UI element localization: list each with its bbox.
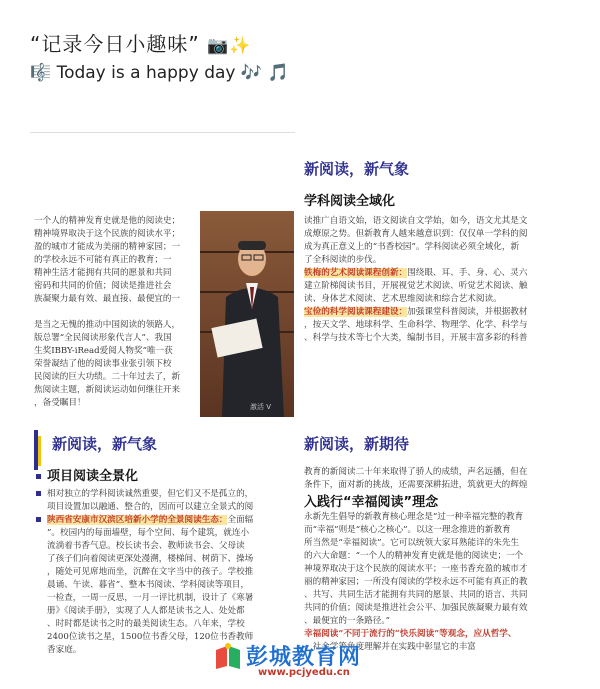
text-line: 盈的城市才能成为美丽的精神家园；一 xyxy=(34,242,181,252)
bullet-icon xyxy=(36,517,41,522)
text-line: 、科学与技术等七个大类，编制书目，开展丰富多彩的科普 xyxy=(304,333,528,343)
text-line: 所当然是“幸福阅读”。它可以统领大家耳熟能详的朱先生 xyxy=(304,538,520,548)
page3-text xyxy=(36,488,294,657)
section-subheading: 入践行“幸福阅读”理念 xyxy=(304,495,439,510)
watermark-brand: 彭城教育网 xyxy=(246,645,362,670)
text-line: 生奖IBBY-iRead爱阅人物奖”唯一获 xyxy=(34,346,173,356)
text-line: 、时时都是读书之时的最美阅读生态。八年来，学校 xyxy=(47,619,245,629)
text-line: 晨诵、午读、暮省”、整本书阅读、学科阅读等项目， xyxy=(47,580,250,590)
text-line: 香家庭。 xyxy=(47,645,82,655)
text-line: 神境界取决于这个民族的阅读水平；一座书香充盈的城市才 xyxy=(304,564,528,574)
text-line: 2400位读书之星，1500位书香父母，120位书香教师 xyxy=(47,632,254,642)
watermark-url: www.pcjyedu.cn xyxy=(258,667,350,678)
text-line: ，按天文学、地球科学、生命科学、物理学、化学、科学与 xyxy=(304,320,528,330)
text-line: 民阅读的巨大功绩。二十年过去了，新 xyxy=(34,372,181,382)
text-line: ，备受瞩目！ xyxy=(34,398,86,408)
text-line: 丽的精神家园；一所没有阅读的学校永远不可能有真正的教 xyxy=(304,577,528,587)
accent-bar xyxy=(38,436,41,466)
section-heading: 新阅读，新期待 xyxy=(304,435,410,453)
text-line: 焦阅读主题，新阅读运动如何继往开来 xyxy=(34,385,181,395)
text-line: 相对独立的学科阅读诚然重要，但它们又不是孤立的， xyxy=(36,488,294,501)
bullet-icon xyxy=(36,474,41,479)
text-line: 读推广自语文始，语文阅读自文学始，如今，语文尤其是文 xyxy=(304,216,528,226)
text-line: 条件下，面对新的挑战，还需要深耕拓进，筑就更大的辉煌 xyxy=(304,480,528,490)
text-line: 、共写、共同生活才能拥有共同的愿景、共同的语言、共同 xyxy=(304,590,528,600)
section-subheading: 项目阅读全景化 xyxy=(36,470,138,483)
text-line: 册》《阅读手册》，实现了人人都是读书之人、处处都 xyxy=(47,606,245,616)
text-line: 幸福阅读”不同于流行的“快乐阅读”等观念，应从哲学、 xyxy=(304,629,517,639)
page2-text xyxy=(304,215,600,345)
highlight-text: 陕西省安康市汉滨区培新小学的全景阅读生态： xyxy=(47,515,228,525)
photo-caption: 激活 V xyxy=(250,403,272,411)
article-page-3[interactable] xyxy=(30,430,294,670)
portrait-photo xyxy=(200,211,294,417)
site-watermark xyxy=(210,640,430,689)
text-line: 是当之无愧的推动中国阅读的领路人， xyxy=(34,320,181,330)
text-line: 共同的价值；阅读是推进社会公平、加强民族凝聚力最有效 xyxy=(304,603,528,613)
text-line: 荣誉凝结了他的阅读事业张引领下校 xyxy=(34,359,172,369)
text-line: 的六大命题：“一个人的精神发育史就是他的阅读史；一个 xyxy=(304,551,524,561)
text-line: 建立阶梯阅读书目，开展视觉艺术阅读、听觉艺术阅读、触 xyxy=(304,281,528,291)
text-line: 了孩子们向着阅读更深处漫溯，楼梯间、树荫下、操场 xyxy=(47,554,254,564)
text-line: 陕西省安康市汉滨区培新小学的全景阅读生态：全面辐 xyxy=(36,514,294,527)
article-page-2[interactable] xyxy=(296,155,600,355)
text-line: 一个人的精神发育史就是他的阅读史； xyxy=(34,216,181,226)
text-line: 成燎原之势。但新教育人越来越意识到：仅仅单一学科的阅 xyxy=(304,229,528,239)
book-logo-icon xyxy=(214,642,242,670)
article-page-1[interactable] xyxy=(30,205,294,417)
text-line: 流淌着书香气息。校长读书会、教师读书会、父母读 xyxy=(47,541,245,551)
text-line: 永新先生倡导的新教育核心理念是“过一种幸福完整的教育 xyxy=(304,512,524,522)
text-line: 一检查，一周一反思，一月一评比机制，设计了《寒暑 xyxy=(47,593,254,603)
person-figure-icon xyxy=(200,211,294,417)
section-heading: 新阅读，新气象 xyxy=(304,160,410,178)
text-line: 精神生活才能拥有共同的愿景和共同 xyxy=(34,268,172,278)
text-line: 项目设置加以融通、整合的，因而可以建立全景式的阅 xyxy=(47,502,254,512)
text-line: ”。校园内的每面墙壁，每个空间、每个建筑，就连小 xyxy=(47,528,250,538)
text-line: 族凝聚力最有效、最直接、最便宜的一 xyxy=(34,294,181,304)
text-line: 了全科阅读的步伐。 xyxy=(304,255,382,265)
page4-text xyxy=(304,466,600,654)
text-line: 成为真正意义上的“书香校园”。学科阅读必须全域化，新 xyxy=(304,242,520,252)
post-title: “记录今日小趣味” 📷✨ xyxy=(30,32,252,56)
article-page-4[interactable] xyxy=(296,430,600,670)
music-score-icon: 🎼 xyxy=(30,63,52,83)
text-line: 精神境界取决于这个民族的阅读水平； xyxy=(34,229,181,239)
page1-text xyxy=(34,215,199,410)
text-line: 教育的新阅读二十年来取得了骄人的成绩，声名远播，但在 xyxy=(304,467,528,477)
text-line: 版总署“全民阅读形象代言人”、我国 xyxy=(34,333,172,343)
text-line: 而“幸福”则是“核心之核心”。以这一理念推进的新教育 xyxy=(304,525,511,535)
text-line xyxy=(34,306,199,319)
divider xyxy=(30,132,295,133)
text-line: 、社会学等角度理解并在实践中彰显它的丰富 xyxy=(304,642,476,652)
text-line: 宝俭的科学阅读课程建设：加强课堂科普阅读，并根据教材 xyxy=(304,307,528,317)
bullet-icon xyxy=(36,491,41,496)
text-line: 读、身体艺术阅读、艺术思维阅读和综合艺术阅读。 xyxy=(304,294,502,304)
text-line: 、最便宜的一条路径。” xyxy=(304,616,391,626)
highlight-text: 宝俭的科学阅读课程建设： xyxy=(304,307,408,317)
post-subtitle: 🎼 Today is a happy day 🎶 🎵 xyxy=(30,63,289,83)
section-heading: 新阅读，新气象 xyxy=(52,435,158,453)
text-line: 密码和共同的价值；阅读是推进社会 xyxy=(34,281,172,291)
section-subheading: 学科阅读全域化 xyxy=(304,194,396,209)
camera-sparkle-icon: 📷✨ xyxy=(207,36,252,56)
music-notes-icon: 🎶 🎵 xyxy=(240,63,289,83)
text-line: ，随处可见席地而坐，沉醉在文字当中的孩子。学校推 xyxy=(47,567,254,577)
text-line: 铁梅的艺术阅读课程创新：围绕眼、耳、手、身、心、灵六 xyxy=(304,268,528,278)
text-line: 的学校永远不可能有真正的教育；一 xyxy=(34,255,172,265)
highlight-text: 铁梅的艺术阅读课程创新： xyxy=(304,268,408,278)
